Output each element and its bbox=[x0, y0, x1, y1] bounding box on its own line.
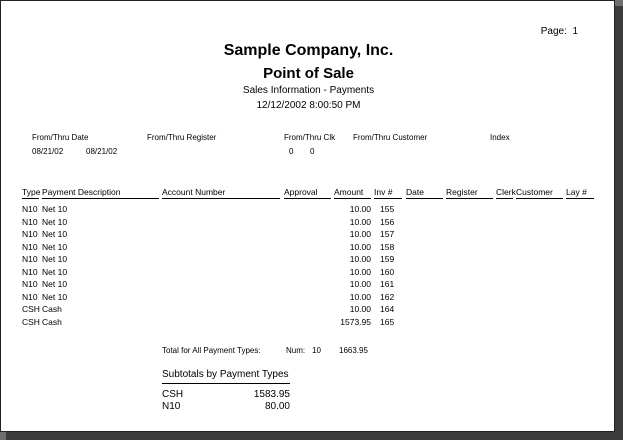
total-label: Total for All Payment Types: bbox=[162, 346, 261, 355]
page-shadow-bottom bbox=[6, 432, 623, 440]
row-description: Net 10 bbox=[42, 254, 68, 264]
col-header-account-number: Account Number bbox=[162, 187, 226, 197]
row-amount: 10.00 bbox=[349, 304, 371, 314]
row-description: Net 10 bbox=[42, 291, 68, 302]
col-header-date: Date bbox=[406, 187, 424, 197]
col-underline-account-number bbox=[162, 198, 280, 199]
col-header-lay: Lay # bbox=[566, 187, 587, 197]
filter-customer-label: From/Thru Customer bbox=[353, 133, 428, 142]
col-header-inv: Inv # bbox=[374, 187, 393, 197]
row-amount: 10.00 bbox=[349, 204, 371, 214]
row-type: N10 bbox=[22, 241, 38, 252]
row-amount: 10.00 bbox=[349, 266, 371, 277]
row-type: N10 bbox=[22, 291, 38, 302]
row-type: N10 bbox=[22, 254, 38, 264]
row-type: N10 bbox=[22, 266, 38, 277]
report-subtitle: Sales Information - Payments bbox=[242, 85, 375, 96]
col-header-customer: Customer bbox=[516, 187, 553, 197]
row-type: N10 bbox=[22, 229, 38, 239]
filter-date-thru: 08/21/02 bbox=[86, 147, 118, 156]
row-description: Cash bbox=[42, 304, 62, 314]
report-timestamp: 12/12/2002 8:00:50 PM bbox=[256, 100, 361, 111]
col-underline-clerk bbox=[496, 198, 513, 199]
report-title: Point of Sale bbox=[263, 65, 354, 82]
col-header-clerk: Clerk bbox=[496, 187, 516, 197]
col-header-type: Type bbox=[22, 187, 41, 197]
col-header-approval: Approval bbox=[284, 187, 318, 197]
total-num: 10 bbox=[312, 346, 321, 355]
row-description: Cash bbox=[42, 316, 62, 327]
subtotals-title: Subtotals by Payment Types bbox=[162, 369, 289, 380]
col-underline-inv bbox=[374, 198, 402, 199]
page-number bbox=[541, 26, 578, 37]
row-amount: 10.00 bbox=[349, 254, 371, 264]
filter-clerk-label: From/Thru Clk bbox=[284, 133, 336, 142]
company-name: Sample Company, Inc. bbox=[223, 42, 394, 59]
filter-date-from: 08/21/02 bbox=[32, 147, 64, 156]
filter-date-label: From/Thru Date bbox=[32, 133, 89, 142]
row-inv: 159 bbox=[380, 254, 395, 264]
subtotal-amount: 80.00 bbox=[264, 401, 290, 412]
subtotal-type: N10 bbox=[162, 401, 181, 412]
filter-index-label: Index bbox=[490, 133, 510, 142]
row-inv: 158 bbox=[380, 241, 395, 252]
row-type: CSH bbox=[22, 316, 40, 327]
row-description: Net 10 bbox=[42, 216, 68, 227]
col-underline-register bbox=[446, 198, 493, 199]
page-shadow-right bbox=[615, 6, 623, 440]
row-type: CSH bbox=[22, 304, 40, 314]
subtotals-underline bbox=[162, 383, 290, 384]
col-underline-customer bbox=[516, 198, 563, 199]
filter-clerk-from: 0 bbox=[289, 147, 294, 156]
row-description: Net 10 bbox=[42, 204, 68, 214]
filter-register-label: From/Thru Register bbox=[147, 133, 217, 142]
row-type: N10 bbox=[22, 279, 38, 289]
row-amount: 1573.95 bbox=[340, 316, 371, 327]
subtotal-type: CSH bbox=[162, 389, 184, 400]
row-description: Net 10 bbox=[42, 279, 68, 289]
row-type: N10 bbox=[22, 216, 38, 227]
row-description: Net 10 bbox=[42, 229, 68, 239]
col-header-payment-description: Payment Description bbox=[42, 187, 121, 197]
subtotal-amount: 1583.95 bbox=[253, 389, 290, 400]
col-underline-lay bbox=[566, 198, 594, 199]
col-underline-amount bbox=[334, 198, 371, 199]
row-amount: 10.00 bbox=[349, 229, 371, 239]
col-underline-payment-description bbox=[42, 198, 159, 199]
row-amount: 10.00 bbox=[349, 241, 371, 252]
row-inv: 165 bbox=[380, 316, 395, 327]
row-inv: 155 bbox=[380, 204, 395, 214]
total-amount: 1663.95 bbox=[339, 346, 368, 355]
row-description: Net 10 bbox=[42, 266, 68, 277]
row-inv: 156 bbox=[380, 216, 395, 227]
col-underline-date bbox=[406, 198, 443, 199]
row-type: N10 bbox=[22, 204, 38, 214]
col-header-amount: Amount bbox=[334, 187, 364, 197]
row-amount: 10.00 bbox=[349, 279, 371, 289]
col-header-register: Register bbox=[446, 187, 478, 197]
page-number-value: 1 bbox=[572, 26, 578, 37]
row-inv: 164 bbox=[380, 304, 395, 314]
row-amount: 10.00 bbox=[349, 216, 371, 227]
row-inv: 157 bbox=[380, 229, 395, 239]
col-underline-type bbox=[22, 198, 39, 199]
row-amount: 10.00 bbox=[349, 291, 371, 302]
row-description: Net 10 bbox=[42, 241, 68, 252]
page-label: Page: bbox=[540, 26, 567, 37]
row-inv: 162 bbox=[380, 291, 395, 302]
total-num-label: Num: bbox=[286, 346, 306, 355]
filter-clerk-thru: 0 bbox=[310, 147, 315, 156]
row-inv: 161 bbox=[380, 279, 395, 289]
col-underline-approval bbox=[284, 198, 331, 199]
row-inv: 160 bbox=[380, 266, 395, 277]
